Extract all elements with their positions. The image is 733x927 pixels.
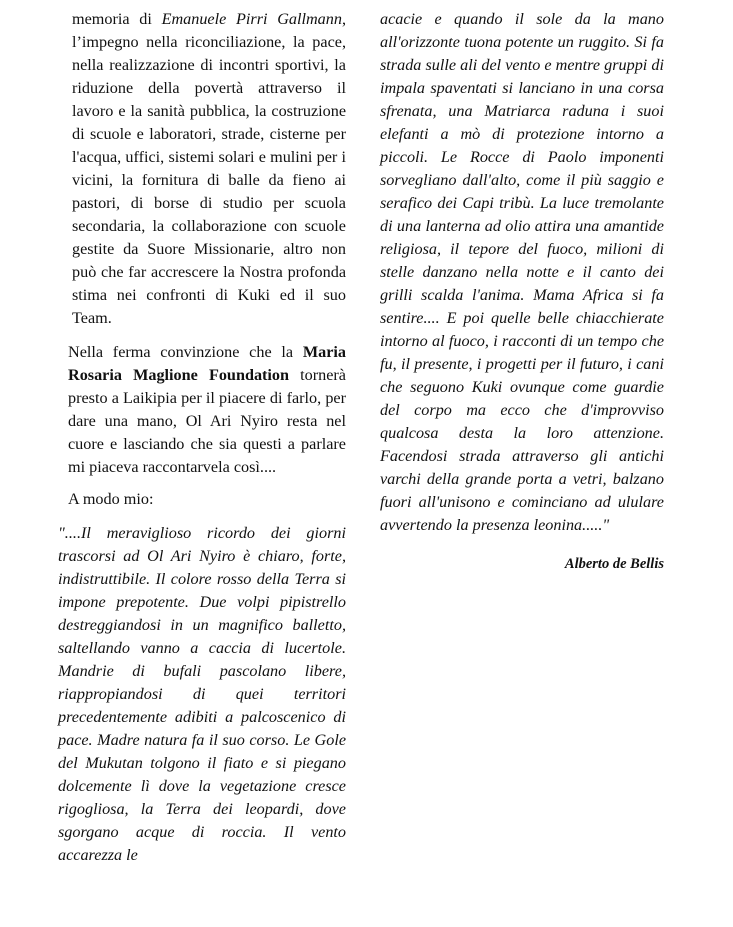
author-signature: Alberto de Bellis: [564, 556, 664, 572]
text-segment: memoria di: [72, 10, 162, 28]
paragraph-quote-start: "....Il meraviglioso ricordo dei giorni trascorsi ad Ol Ari Nyiro è chiaro, forte, indistruttibile. Il colore rosso della Terra si impone prepotente. Due volpi pipistrello destreggiandosi in un magnifico balletto, saltellando vanno a caccia di lucertole. Mandrie di bufali pascolano libere, riappropiandosi di quei territori precedentemente adibiti a palcoscenico di pace. Madre natura fa il suo corso. Le Gole del Mukutan tolgono il fiato e si piegano dolcemente lì dove la vegetazione cresce rigogliosa, la Terra dei leopardi, dove sgorgano acque di roccia. Il vento accarezza le: [58, 524, 346, 864]
left-column: [58, 8, 346, 867]
paragraph-a-modo-mio: A modo mio:: [68, 490, 154, 508]
right-column: [380, 8, 664, 576]
emphasized-name: Emanuele Pirri Gallmann: [161, 10, 342, 28]
text-segment: Nella ferma convinzione che la: [68, 343, 303, 361]
paragraph-foundation: [58, 341, 346, 479]
text-segment: , l’impegno nella riconciliazione, la pace, nella realizzazione di incontri sportivi, la riduzione della povertà attraverso il lavoro e la sanità pubblica, la costruzione di scuole e laboratori, strade, cisterne per l'acqua, uffici, sistemi solari e mulini per i vicini, la fornitura di balle da fieno ai pastori, di borse di studio per scuola secondaria, la collaborazione con scuole gestite da Suore Missionarie, altro non può che far accrescere la Nostra profonda stima nei confronti di Kuki ed il suo Team.: [72, 10, 346, 327]
paragraph-quote-continued: acacie e quando il sole da la mano all'orizzonte tuona potente un ruggito. Si fa strada sulle ali del vento e mentre gruppi di impala spaventati si lanciano in una corsa sfrenata, una Matriarca raduna i suoi elefanti a mò di protezione intorno a piccoli. Le Rocce di Paolo imponenti sorvegliano dall'alto, come il più saggio e serafico dei Capi tribù. La luce tremolante di una lanterna ad olio attira una amantide religiosa, il tepore del fuoco, milioni di stelle danzano nella notte e il canto dei grilli scalda l'anima. Mama Africa si fa sentire.... E poi quelle belle chiacchierate intorno al fuoco, i racconti di un tempo che fu, il presente, i progetti per il futuro, i cani che seguono Kuki ovunque come guardie del corpo ma ecco che d'improvviso qualcosa desta la loro attenzione. Facendosi strada attraverso gli antichi varchi della grande porta a vetri, balzano fuori all'unisono e cominciano ad ululare avvertendo la presenza leonina.....": [380, 10, 664, 534]
foundation-name: Maria Rosaria Maglione Foundation: [68, 343, 346, 384]
text-segment: tornerà presto a Laikipia per il piacere di farlo, per dare una mano, Ol Ari Nyiro resta nel cuore e lasciando che sia questi a parlare mi piaceva raccontarvela così....: [68, 366, 346, 476]
paragraph-intro: [58, 8, 346, 330]
